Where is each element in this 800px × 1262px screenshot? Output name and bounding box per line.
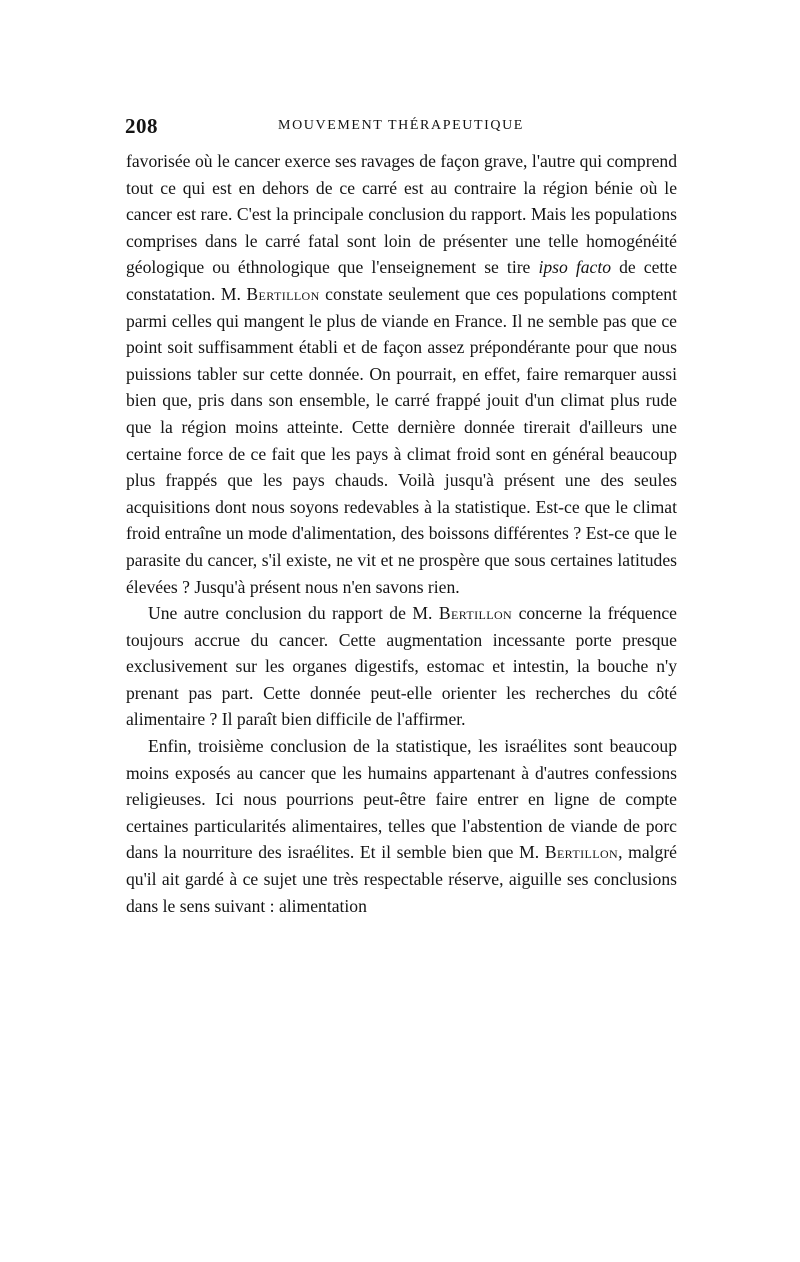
page-header (125, 114, 677, 144)
author-name: Bertillon (246, 283, 320, 304)
text-segment: Une autre conclusion du rapport de M. (148, 603, 439, 624)
text-segment: constate seulement que ces populations comptent parmi celles qui mangent le plus de viande en France. Il ne semble pas que ce point soit suffisamment établi et de façon assez prépondérante pour que nous puissions tabler sur cette donnée. On pourrait, en effet, faire remarquer aussi bien que, pris dans son ensemble, le carré frappé jouit d'un climat plus rude que la région moins atteinte. Cette dernière donnée tirerait d'ailleurs une certaine force de ce fait que les pays à climat froid sont en général beaucoup plus frappés que les pays chauds. Voilà jusqu'à présent une des seules acquisitions dont nous soyons redevables à la statistique. Est-ce que le climat froid entraîne un mode d'alimentation, des boissons différentes ? Est-ce que le parasite du cancer, s'il existe, ne vit et ne prospère que sous certaines latitudes élevées ? Jusqu'à présent nous n'en savons rien. (126, 283, 677, 597)
running-title: MOUVEMENT THÉRAPEUTIQUE (278, 118, 524, 133)
text-segment: , malgré qu'il ait gardé à ce sujet une très respectable réserve, aiguille ses conclusions dans le sens suivant : alimentation (126, 842, 677, 916)
paragraph-1 (126, 148, 677, 600)
paragraph-3 (126, 733, 677, 919)
author-name: Bertillon (544, 842, 619, 863)
text-segment: favorisée où le cancer exerce ses ravages de façon grave, l'autre qui comprend tout ce qui est en dehors de ce carré est au contraire la région bénie où le cancer est rare. C'est la principale conclusion du rapport. Mais les populations comprises dans le carré fatal sont loin de présenter une telle homogénéité géologique ou éthnologique que l'enseignement se tire (126, 151, 677, 278)
text-segment: de cette constatation. M. (126, 257, 678, 304)
italic-latin-phrase: ipso facto (538, 257, 612, 278)
paragraph-2 (126, 600, 677, 733)
page-body (126, 148, 677, 919)
author-name: Bertillon (438, 603, 513, 624)
text-segment: Enfin, troisième conclusion de la statistique, les israélites sont beaucoup moins exposés au cancer que les humains appartenant à d'autres confessions religieuses. Ici nous pourrions peut-être faire entrer en ligne de compte certaines particularités alimentaires, telles que l'abstention de viande de porc dans la nourriture des israélites. Et il semble bien que M. (126, 736, 677, 863)
text-segment: concerne la fréquence toujours accrue du cancer. Cette augmentation incessante porte presque exclusivement sur les organes digestifs, estomac et intestin, la bouche n'y prenant pas part. Cette donnée peut-elle orienter les recherches du côté alimentaire ? Il paraît bien difficile de l'affirmer. (126, 603, 677, 730)
page-number: 208 (125, 114, 158, 138)
